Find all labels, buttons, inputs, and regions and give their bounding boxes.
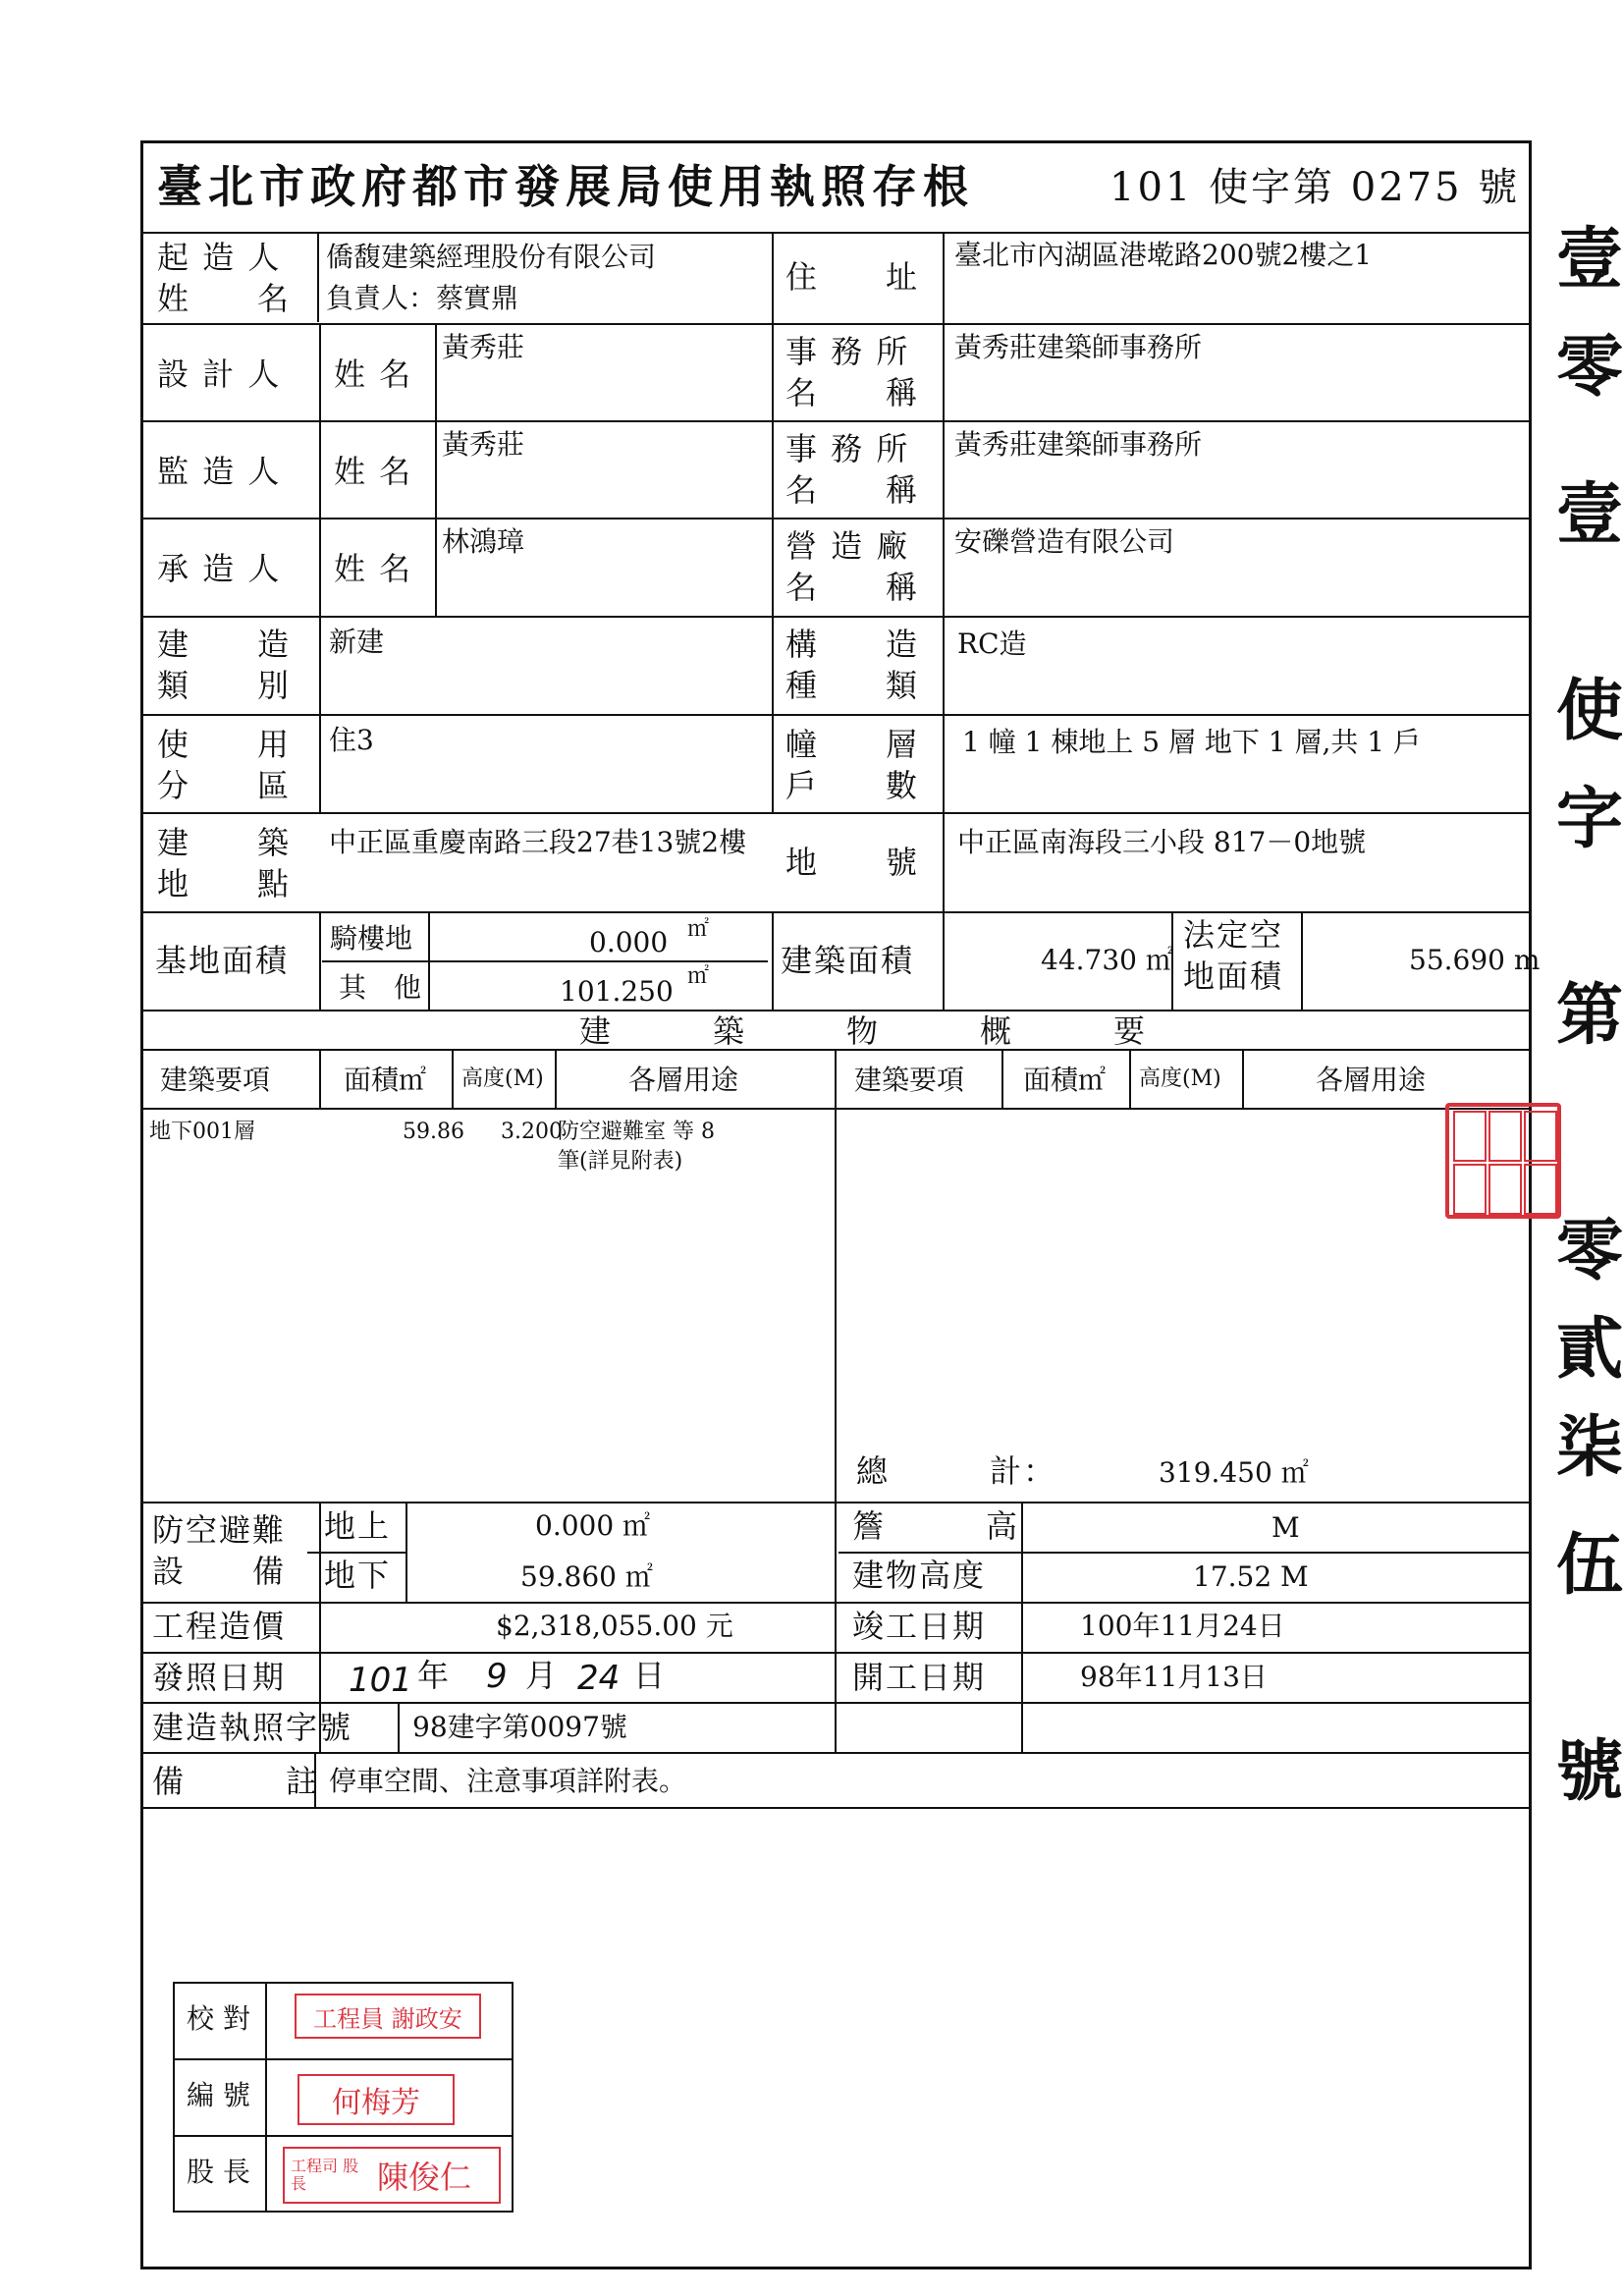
completion-label: 竣工日期 [852, 1608, 987, 1645]
shelter-above-label: 地上 [324, 1507, 392, 1545]
summary-heading: 建 築 物 概 要 [579, 1012, 1148, 1050]
supervisor-office-label-top: 事 務 所 [785, 430, 910, 467]
col-area-left: 面積㎡ [344, 1064, 427, 1096]
cost-label: 工程造價 [152, 1608, 287, 1645]
builder-label-bottom: 姓 名 [157, 280, 292, 317]
supervisor-name-label: 姓 名 [334, 453, 413, 490]
zoning-value: 住3 [329, 724, 374, 756]
contractor-name: 林鴻璋 [442, 525, 525, 558]
remark-label: 備 註 [152, 1763, 320, 1800]
supervisor-office: 黃秀莊建築師事務所 [954, 428, 1203, 461]
designer-office: 黃秀莊建築師事務所 [954, 331, 1203, 363]
build-type-label-bottom: 類 別 [157, 667, 292, 704]
floor-row-height: 3.200 [501, 1120, 563, 1144]
designer-name: 黃秀莊 [442, 331, 525, 363]
start-date-value: 98年11月13日 [1080, 1661, 1268, 1693]
remark-value: 停車空間、注意事項詳附表。 [329, 1765, 687, 1797]
builder-representative: 負責人：蔡實鼎 [326, 282, 519, 314]
margin-char: 零 [1556, 328, 1623, 407]
address-label: 住 址 [785, 258, 920, 296]
open-space-value: 55.690 m [1409, 944, 1541, 976]
designer-office-label-top: 事 務 所 [785, 333, 910, 370]
chief-label: 股 長 [187, 2156, 250, 2188]
cost-value: $2,318,055.00 元 [496, 1610, 733, 1642]
eaves-label: 簷 高 [852, 1507, 1020, 1545]
supervisor-name: 黃秀莊 [442, 428, 525, 461]
permit-number: 101 使字第 0275 號 [1109, 165, 1521, 210]
builder-label-top: 起 造 人 [157, 239, 282, 276]
arcade-value: 0.000 [589, 926, 669, 958]
bldg-height-value: 17.52 M [1193, 1560, 1309, 1593]
designer-office-label-bottom: 名 稱 [785, 374, 920, 411]
lot-value: 中正區南海段三小段 817－0地號 [957, 826, 1367, 858]
shelter-above-value: 0.000 ㎡ [535, 1509, 651, 1542]
eaves-value: M [1271, 1511, 1300, 1544]
construction-permit-value: 98建字第0097號 [412, 1711, 627, 1743]
contractor-office-label-top: 營 造 廠 [785, 527, 910, 565]
col-height-right: 高度(M) [1139, 1066, 1221, 1091]
location-label-top: 建 築 [157, 824, 292, 861]
structure-label-top: 構 造 [785, 626, 920, 663]
lot-label: 地 號 [785, 844, 920, 881]
supervisor-label: 監 造 人 [157, 453, 282, 490]
check-label: 校 對 [187, 2002, 250, 2035]
location-label-bottom: 地 點 [157, 865, 292, 902]
issue-month-handwritten: 9 [486, 1657, 508, 1696]
building-area-label: 建築面積 [781, 942, 915, 979]
arcade-label: 騎樓地 [330, 922, 413, 955]
contractor-name-label: 姓 名 [334, 550, 413, 587]
location-value: 中正區重慶南路三段27巷13號2樓 [329, 826, 747, 858]
units-label-top: 幢 層 [785, 726, 920, 763]
margin-char: 伍 [1556, 1526, 1623, 1605]
designer-label: 設 計 人 [157, 355, 282, 393]
builder-address: 臺北市內湖區港墘路200號2樓之1 [954, 239, 1373, 271]
margin-char: 壹 [1556, 220, 1623, 299]
other-label: 其 他 [339, 971, 422, 1004]
other-value: 101.250 [560, 975, 674, 1008]
col-item-left: 建築要項 [160, 1064, 271, 1096]
issue-day-char: 日 [633, 1657, 668, 1694]
margin-char: 號 [1556, 1732, 1623, 1811]
margin-char: 零 [1556, 1212, 1623, 1290]
margin-char: 第 [1556, 976, 1623, 1055]
other-unit: ㎡ [687, 964, 710, 989]
issue-month-char: 月 [525, 1657, 560, 1694]
check-stamp: 工程員 謝政安 [295, 1994, 481, 2039]
floor-row-use-1: 防空避難室 等 8 [558, 1120, 715, 1144]
issue-date-label: 發照日期 [152, 1659, 287, 1696]
zoning-label-top: 使 用 [157, 726, 292, 763]
col-use-right: 各層用途 [1316, 1064, 1427, 1096]
shelter-below-value: 59.860 ㎡ [520, 1560, 653, 1593]
col-item-right: 建築要項 [854, 1064, 965, 1096]
site-area-label: 基地面積 [155, 942, 290, 979]
shelter-below-label: 地下 [324, 1557, 392, 1594]
issue-year-handwritten: 101 [349, 1661, 412, 1700]
building-area-value: 44.730 ㎡ [1041, 944, 1173, 976]
number-label: 編 號 [187, 2079, 250, 2111]
floor-row-name: 地下001層 [149, 1120, 255, 1144]
floor-row-use-2: 筆(詳見附表) [558, 1149, 683, 1174]
chief-stamp: 工程司 股 長 陳俊仁 [283, 2147, 501, 2204]
total-value: 319.450 ㎡ [1159, 1456, 1309, 1489]
builder-company: 僑馥建築經理股份有限公司 [326, 241, 657, 273]
open-space-label-bottom: 地面積 [1183, 957, 1284, 995]
structure-value: RC造 [957, 628, 1027, 660]
completion-value: 100年11月24日 [1080, 1610, 1285, 1642]
supervisor-office-label-bottom: 名 稱 [785, 471, 920, 509]
zoning-label-bottom: 分 區 [157, 767, 292, 804]
margin-char: 柒 [1556, 1408, 1623, 1487]
contractor-office-label-bottom: 名 稱 [785, 569, 920, 606]
margin-char: 使 [1556, 672, 1623, 750]
arcade-unit: ㎡ [687, 917, 710, 942]
total-label: 總 計： [856, 1452, 1057, 1490]
margin-char: 貳 [1556, 1310, 1623, 1389]
contractor-label: 承 造 人 [157, 550, 282, 587]
col-area-right: 面積㎡ [1023, 1064, 1107, 1096]
margin-char: 壹 [1556, 475, 1623, 554]
floor-row-area: 59.86 [403, 1120, 464, 1144]
issue-year-char: 年 [417, 1657, 452, 1694]
contractor-office: 安礫營造有限公司 [954, 525, 1175, 558]
open-space-label-top: 法定空 [1183, 916, 1284, 954]
shelter-label-bottom: 設 備 [152, 1553, 287, 1590]
document-title: 臺北市政府都市發展局使用執照存根 [157, 160, 974, 213]
bldg-height-label: 建物高度 [852, 1557, 987, 1594]
structure-label-bottom: 種 類 [785, 667, 920, 704]
official-seal [1445, 1103, 1561, 1219]
construction-permit-label: 建造執照字號 [152, 1709, 353, 1746]
col-height-left: 高度(M) [461, 1066, 544, 1091]
start-date-label: 開工日期 [852, 1659, 987, 1696]
margin-char: 字 [1556, 780, 1623, 858]
units-value: 1 幢 1 棟地上 5 層 地下 1 層,共 1 戶 [962, 726, 1421, 758]
shelter-label-top: 防空避難 [152, 1511, 287, 1549]
issue-day-handwritten: 24 [577, 1659, 621, 1698]
units-label-bottom: 戶 數 [785, 767, 920, 804]
col-use-left: 各層用途 [628, 1064, 739, 1096]
designer-name-label: 姓 名 [334, 355, 413, 393]
build-type-label-top: 建 造 [157, 626, 292, 663]
build-type-value: 新建 [329, 626, 385, 658]
number-stamp: 何梅芳 [298, 2074, 455, 2125]
